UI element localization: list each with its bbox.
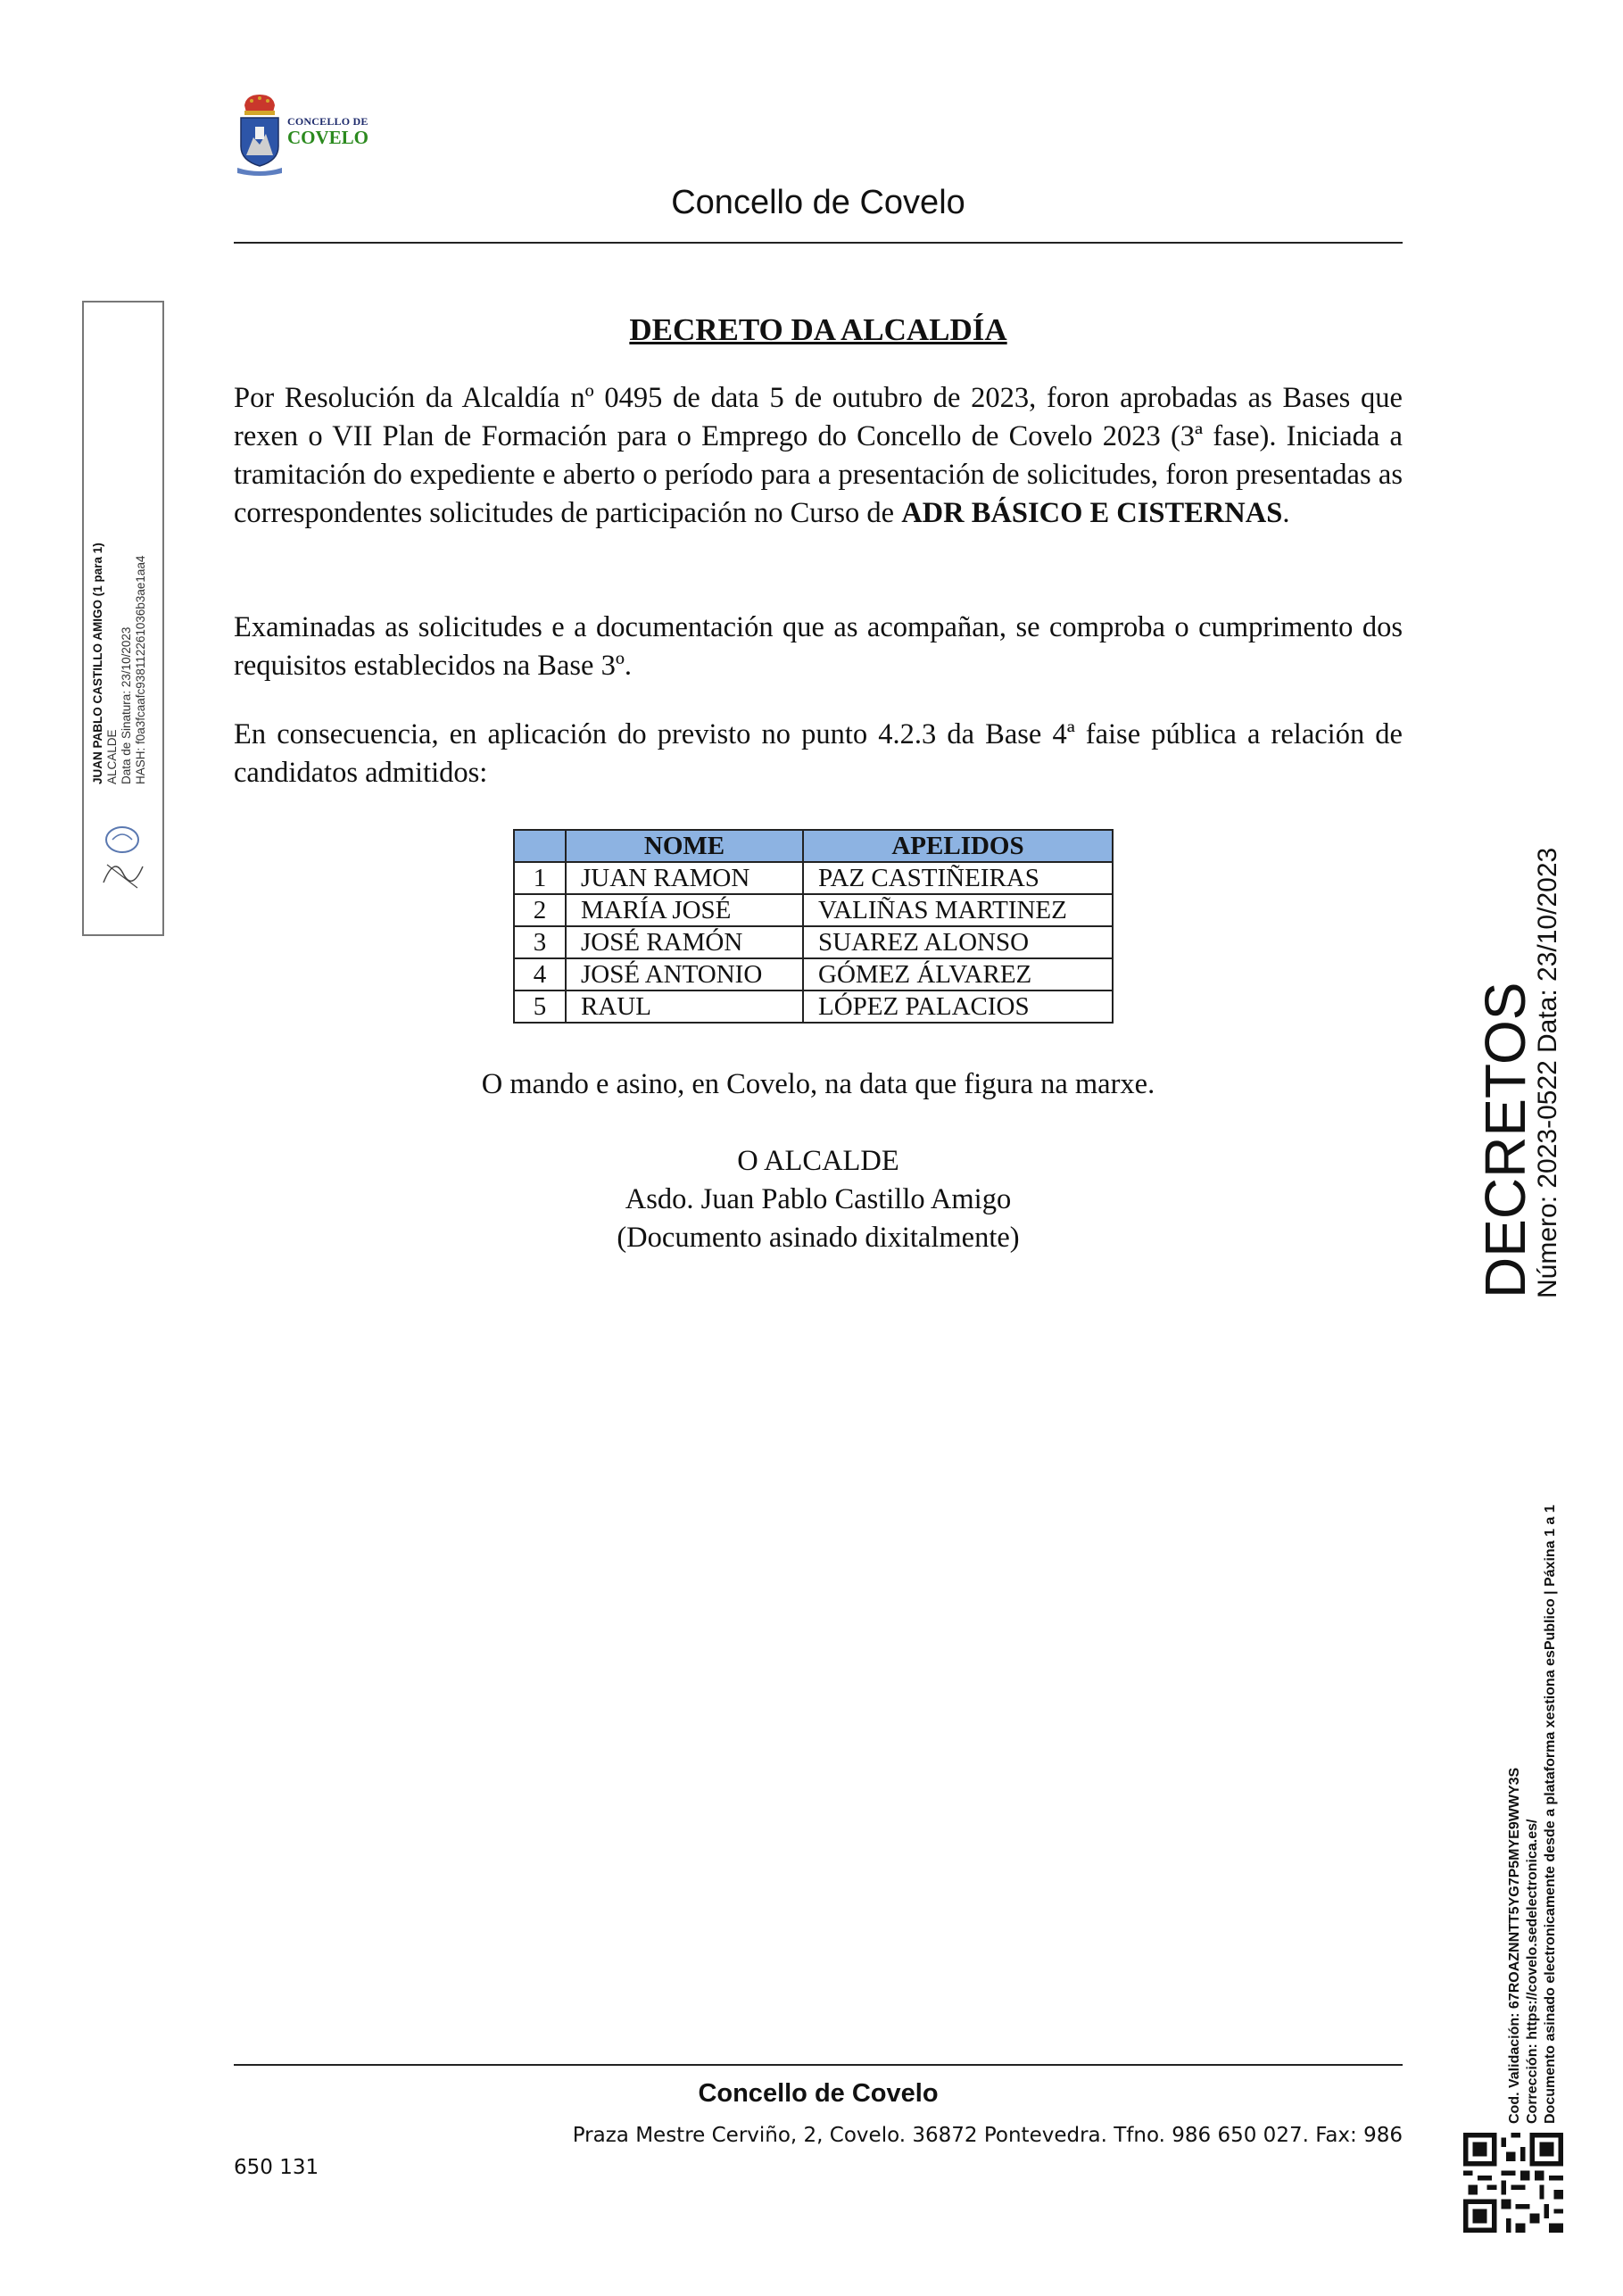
platform-note: Documento asinado electronicamente desde a plataforma xestiona esPublico | Páxina 1 a 1 xyxy=(1543,1504,1558,2124)
registry-date: Data: 23/10/2023 xyxy=(1533,847,1562,1053)
coat-of-arms-icon xyxy=(234,93,286,178)
header-title: Concello de Covelo xyxy=(671,184,965,221)
row-number: 2 xyxy=(514,894,566,926)
logo-line2: COVELO xyxy=(287,126,369,148)
registry-number: Número: 2023-0522 xyxy=(1533,1060,1562,1298)
row-number: 5 xyxy=(514,991,566,1023)
row-apelidos: VALIÑAS MARTINEZ xyxy=(803,894,1113,926)
row-nome: RAUL xyxy=(566,991,803,1023)
table-row xyxy=(514,958,1113,991)
footer-divider xyxy=(234,2064,1403,2066)
row-apelidos: LÓPEZ PALACIOS xyxy=(803,991,1113,1023)
row-apelidos: PAZ CASTIÑEIRAS xyxy=(803,862,1113,894)
header-apelidos: APELIDOS xyxy=(803,830,1113,862)
row-apelidos: SUAREZ ALONSO xyxy=(803,926,1113,958)
signature-details xyxy=(91,543,148,784)
table-row xyxy=(514,991,1113,1023)
course-name: ADR BÁSICO E CISTERNAS xyxy=(901,497,1283,529)
signer-name: JUAN PABLO CASTILLO AMIGO (1 para 1) xyxy=(91,543,104,784)
logo-line1: CONCELLO DE xyxy=(287,115,368,128)
registry-label: DECRETOS xyxy=(1473,982,1537,1298)
signature-note: (Documento asinado dixitalmente) xyxy=(617,1222,1020,1254)
row-nome: JOSÉ ANTONIO xyxy=(566,958,803,991)
paragraph-examination: Examinadas as solicitudes e a documentación que as acompañan, se comproba o cumprimento dos requisitos establecidos na Base 3º. xyxy=(234,611,1403,682)
header-number xyxy=(514,830,566,862)
candidates-table xyxy=(513,829,1114,1024)
header-divider xyxy=(234,242,1403,244)
row-nome: JUAN RAMON xyxy=(566,862,803,894)
row-number: 3 xyxy=(514,926,566,958)
row-nome: MARÍA JOSÉ xyxy=(566,894,803,926)
header-nome: NOME xyxy=(566,830,803,862)
table-header-row xyxy=(514,830,1113,862)
signature-name: Asdo. Juan Pablo Castillo Amigo xyxy=(625,1183,1012,1215)
paragraph-resolution xyxy=(234,379,1403,533)
footer-address: Praza Mestre Cerviño, 2, Covelo. 36872 Pontevedra. Tfno. 986 650 027. Fax: 986 xyxy=(572,2124,1403,2147)
paragraph-resolution-end: . xyxy=(1282,497,1290,529)
footer-title: Concello de Covelo xyxy=(698,2079,939,2108)
digital-signature-stamp xyxy=(82,301,164,936)
row-nome: JOSÉ RAMÓN xyxy=(566,926,803,958)
row-number: 1 xyxy=(514,862,566,894)
closing-statement: O mando e asino, en Covelo, na data que figura na marxe. xyxy=(481,1068,1155,1100)
verification-url: Corrección: https://covelo.sedelectronica.es/ xyxy=(1525,1819,1540,2124)
municipal-logo xyxy=(234,93,385,182)
validation-code: Cod. Validación: 67ROAZNNTT5YG7P5MYE9WWY3S xyxy=(1507,1767,1522,2124)
signature-seal-icon xyxy=(96,820,148,891)
signer-role: ALCALDE xyxy=(105,729,119,784)
table-row xyxy=(514,862,1113,894)
row-apelidos: GÓMEZ ÁLVAREZ xyxy=(803,958,1113,991)
signature-date: Data de Sinatura: 23/10/2023 xyxy=(120,626,133,784)
validation-block xyxy=(1506,1504,1560,2124)
document-title: DECRETO DA ALCALDÍA xyxy=(629,312,1007,347)
footer-phone-continuation: 650 131 xyxy=(234,2156,319,2179)
signature-hash: HASH: f0a3fcaafc938112261036b3ae1aa4 xyxy=(134,555,147,784)
paragraph-resolution-text: Por Resolución da Alcaldía nº 0495 de data 5 de outubro de 2023, foron aprobadas as Bases que rexen o VII Plan de Formación para o Emprego do Concello de Covelo 2023 (3ª fase). Iniciada a tramitación do expediente e aberto o período para a presentación de solicitudes, foron presentadas as correspondentes solicitudes de participación no Curso de xyxy=(234,382,1403,529)
paragraph-consequence: En consecuencia, en aplicación do previsto no punto 4.2.3 da Base 4ª faise pública a relación de candidatos admitidos: xyxy=(234,718,1403,789)
table-row xyxy=(514,894,1113,926)
signature-block xyxy=(234,1142,1403,1257)
table-row xyxy=(514,926,1113,958)
row-number: 4 xyxy=(514,958,566,991)
signature-role: O ALCALDE xyxy=(737,1145,899,1177)
qr-code-icon xyxy=(1463,2133,1563,2233)
